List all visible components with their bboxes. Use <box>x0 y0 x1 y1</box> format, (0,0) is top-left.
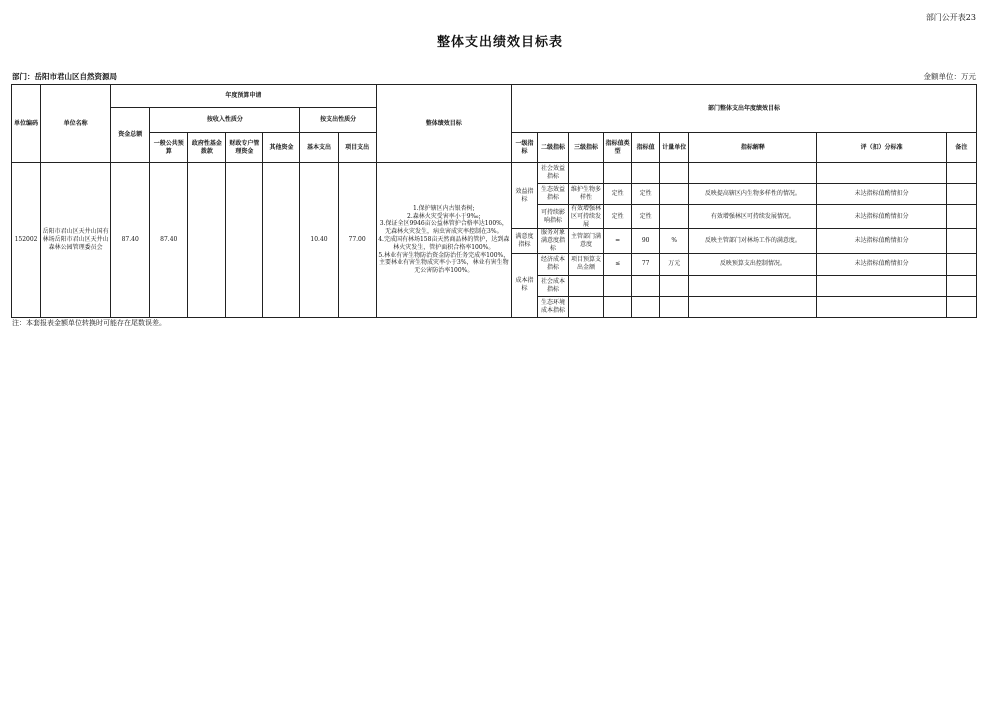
explain-cell: 有效增强林区可持续发展情况。 <box>689 205 817 229</box>
value-cell: 定性 <box>632 205 660 229</box>
level2-cell: 社会成本指标 <box>537 275 568 296</box>
level3-cell: 维护生物多样性 <box>569 184 604 205</box>
total-funds-cell: 87.40 <box>111 163 150 318</box>
page-title: 整体支出绩效目标表 <box>436 35 563 50</box>
explain-cell <box>689 275 817 296</box>
fiscal-special-cell <box>226 163 263 318</box>
footnote: 注：本套报表金额单位转换时可能存在尾数误差。 <box>12 319 166 327</box>
criteria-cell: 未达指标值酌情扣分 <box>817 184 946 205</box>
unit-code-cell: 152002 <box>12 163 41 318</box>
header-unit: 计量单位 <box>660 133 689 163</box>
criteria-cell: 未达指标值酌情扣分 <box>817 229 946 253</box>
header-by-income: 按收入性质分 <box>150 108 300 133</box>
value-type-cell <box>604 163 632 184</box>
gov-fund-cell <box>188 163 226 318</box>
level3-cell <box>569 296 604 317</box>
department-label: 部门：岳阳市君山区自然资源局 <box>12 72 117 81</box>
level1-cell: 效益指标 <box>511 163 537 229</box>
value-type-cell: ≤ <box>604 253 632 275</box>
value-type-cell <box>604 296 632 317</box>
table-row <box>12 163 977 184</box>
basic-exp-cell: 10.40 <box>300 163 338 318</box>
header-annual-budget: 年度预算申请 <box>111 85 377 108</box>
header-basic-exp: 基本支出 <box>300 133 338 163</box>
header-value-type: 指标值类型 <box>604 133 632 163</box>
criteria-cell <box>817 163 946 184</box>
goal-line: 4.完成国有林场158亩天然商品林的管护，达到森林火灾发生，管护面积合格率100%。 <box>378 235 510 251</box>
explain-cell: 反映提高辖区内生物多样性的情况。 <box>689 184 817 205</box>
header-level1: 一级指标 <box>511 133 537 163</box>
remark-cell <box>946 184 976 205</box>
goal-line: 1.保护辖区内古银杏树; <box>412 204 475 212</box>
remark-cell <box>946 253 976 275</box>
remark-cell <box>946 205 976 229</box>
criteria-cell <box>817 296 946 317</box>
level3-cell: 主管部门满意度 <box>569 229 604 253</box>
performance-target-table <box>11 84 977 318</box>
value-cell <box>632 296 660 317</box>
criteria-cell: 未达指标值酌情扣分 <box>817 253 946 275</box>
header-level2: 二级指标 <box>537 133 568 163</box>
level2-cell: 服务对象满意度指标 <box>537 229 568 253</box>
header-value: 指标值 <box>632 133 660 163</box>
value-type-cell: 定性 <box>604 184 632 205</box>
level3-cell: 有效增强林区可持续发展 <box>569 205 604 229</box>
project-exp-cell: 77.00 <box>338 163 376 318</box>
header-other-funds: 其他资金 <box>263 133 300 163</box>
explain-cell <box>689 163 817 184</box>
header-fiscal-special: 财政专户管理资金 <box>226 133 263 163</box>
header-unit-name: 单位名称 <box>41 85 111 163</box>
header-gov-fund: 政府性基金拨款 <box>188 133 226 163</box>
unit-cell: 万元 <box>660 253 689 275</box>
level3-cell <box>569 163 604 184</box>
value-type-cell: = <box>604 229 632 253</box>
level2-cell: 社会效益指标 <box>537 163 568 184</box>
header-remark: 备注 <box>946 133 976 163</box>
level2-cell: 经济成本指标 <box>537 253 568 275</box>
criteria-cell: 未达指标值酌情扣分 <box>817 205 946 229</box>
header-general-budget: 一般公共预算 <box>150 133 188 163</box>
header-level3: 三级指标 <box>569 133 604 163</box>
unit-name-cell: 岳阳市君山区天井山国有林场岳阳市君山区天井山森林公园管理委员会 <box>41 163 111 318</box>
header-overall-goal: 整体绩效目标 <box>376 85 511 163</box>
money-unit-label: 金额单位：万元 <box>923 72 976 81</box>
value-cell <box>632 275 660 296</box>
unit-cell <box>660 205 689 229</box>
level2-cell: 生态效益指标 <box>537 184 568 205</box>
unit-cell <box>660 184 689 205</box>
remark-cell <box>946 229 976 253</box>
value-type-cell: 定性 <box>604 205 632 229</box>
criteria-cell <box>817 275 946 296</box>
general-budget-cell: 87.40 <box>150 163 188 318</box>
report-number-label: 部门公开表23 <box>925 13 976 22</box>
value-cell <box>632 163 660 184</box>
level3-cell <box>569 275 604 296</box>
remark-cell <box>946 163 976 184</box>
value-cell: 定性 <box>632 184 660 205</box>
explain-cell: 反映主管部门对林场工作的满意度。 <box>689 229 817 253</box>
unit-cell <box>660 296 689 317</box>
header-by-expenditure: 按支出性质分 <box>300 108 376 133</box>
explain-cell: 反映预算支出控制情况。 <box>689 253 817 275</box>
level3-cell: 项目预算支出金额 <box>569 253 604 275</box>
value-cell: 77 <box>632 253 660 275</box>
header-dept-goal: 部门整体支出年度绩效目标 <box>511 85 976 133</box>
level1-cell: 成本指标 <box>511 253 537 317</box>
unit-cell: % <box>660 229 689 253</box>
header-total-funds: 资金总额 <box>111 108 150 163</box>
remark-cell <box>946 296 976 317</box>
other-funds-cell <box>263 163 300 318</box>
unit-cell <box>660 163 689 184</box>
unit-cell <box>660 275 689 296</box>
value-type-cell <box>604 275 632 296</box>
goal-line: 2.森林火灾受害率小于9‰; <box>407 212 481 220</box>
goal-line: 3.保证全区9946亩公益林管护合格率达100%，无森林火灾发生，病虫害成灾率控制在3%。 <box>379 220 508 236</box>
remark-cell <box>946 275 976 296</box>
header-unit-code: 单位编码 <box>12 85 41 163</box>
level1-cell: 满意度指标 <box>511 229 537 253</box>
level2-cell: 生态环境成本指标 <box>537 296 568 317</box>
header-explain: 指标解释 <box>689 133 817 163</box>
level2-cell: 可持续影响指标 <box>537 205 568 229</box>
header-project-exp: 项目支出 <box>338 133 376 163</box>
value-cell: 90 <box>632 229 660 253</box>
header-criteria: 评（扣）分标准 <box>817 133 946 163</box>
explain-cell <box>689 296 817 317</box>
goal-line: 5.林业有害生物防治资金防治任务完成率100%，主要林业有害生物成灾率小于3%，林业有害生物无公害防治率100%。 <box>378 251 510 275</box>
overall-goal-cell <box>376 163 511 318</box>
